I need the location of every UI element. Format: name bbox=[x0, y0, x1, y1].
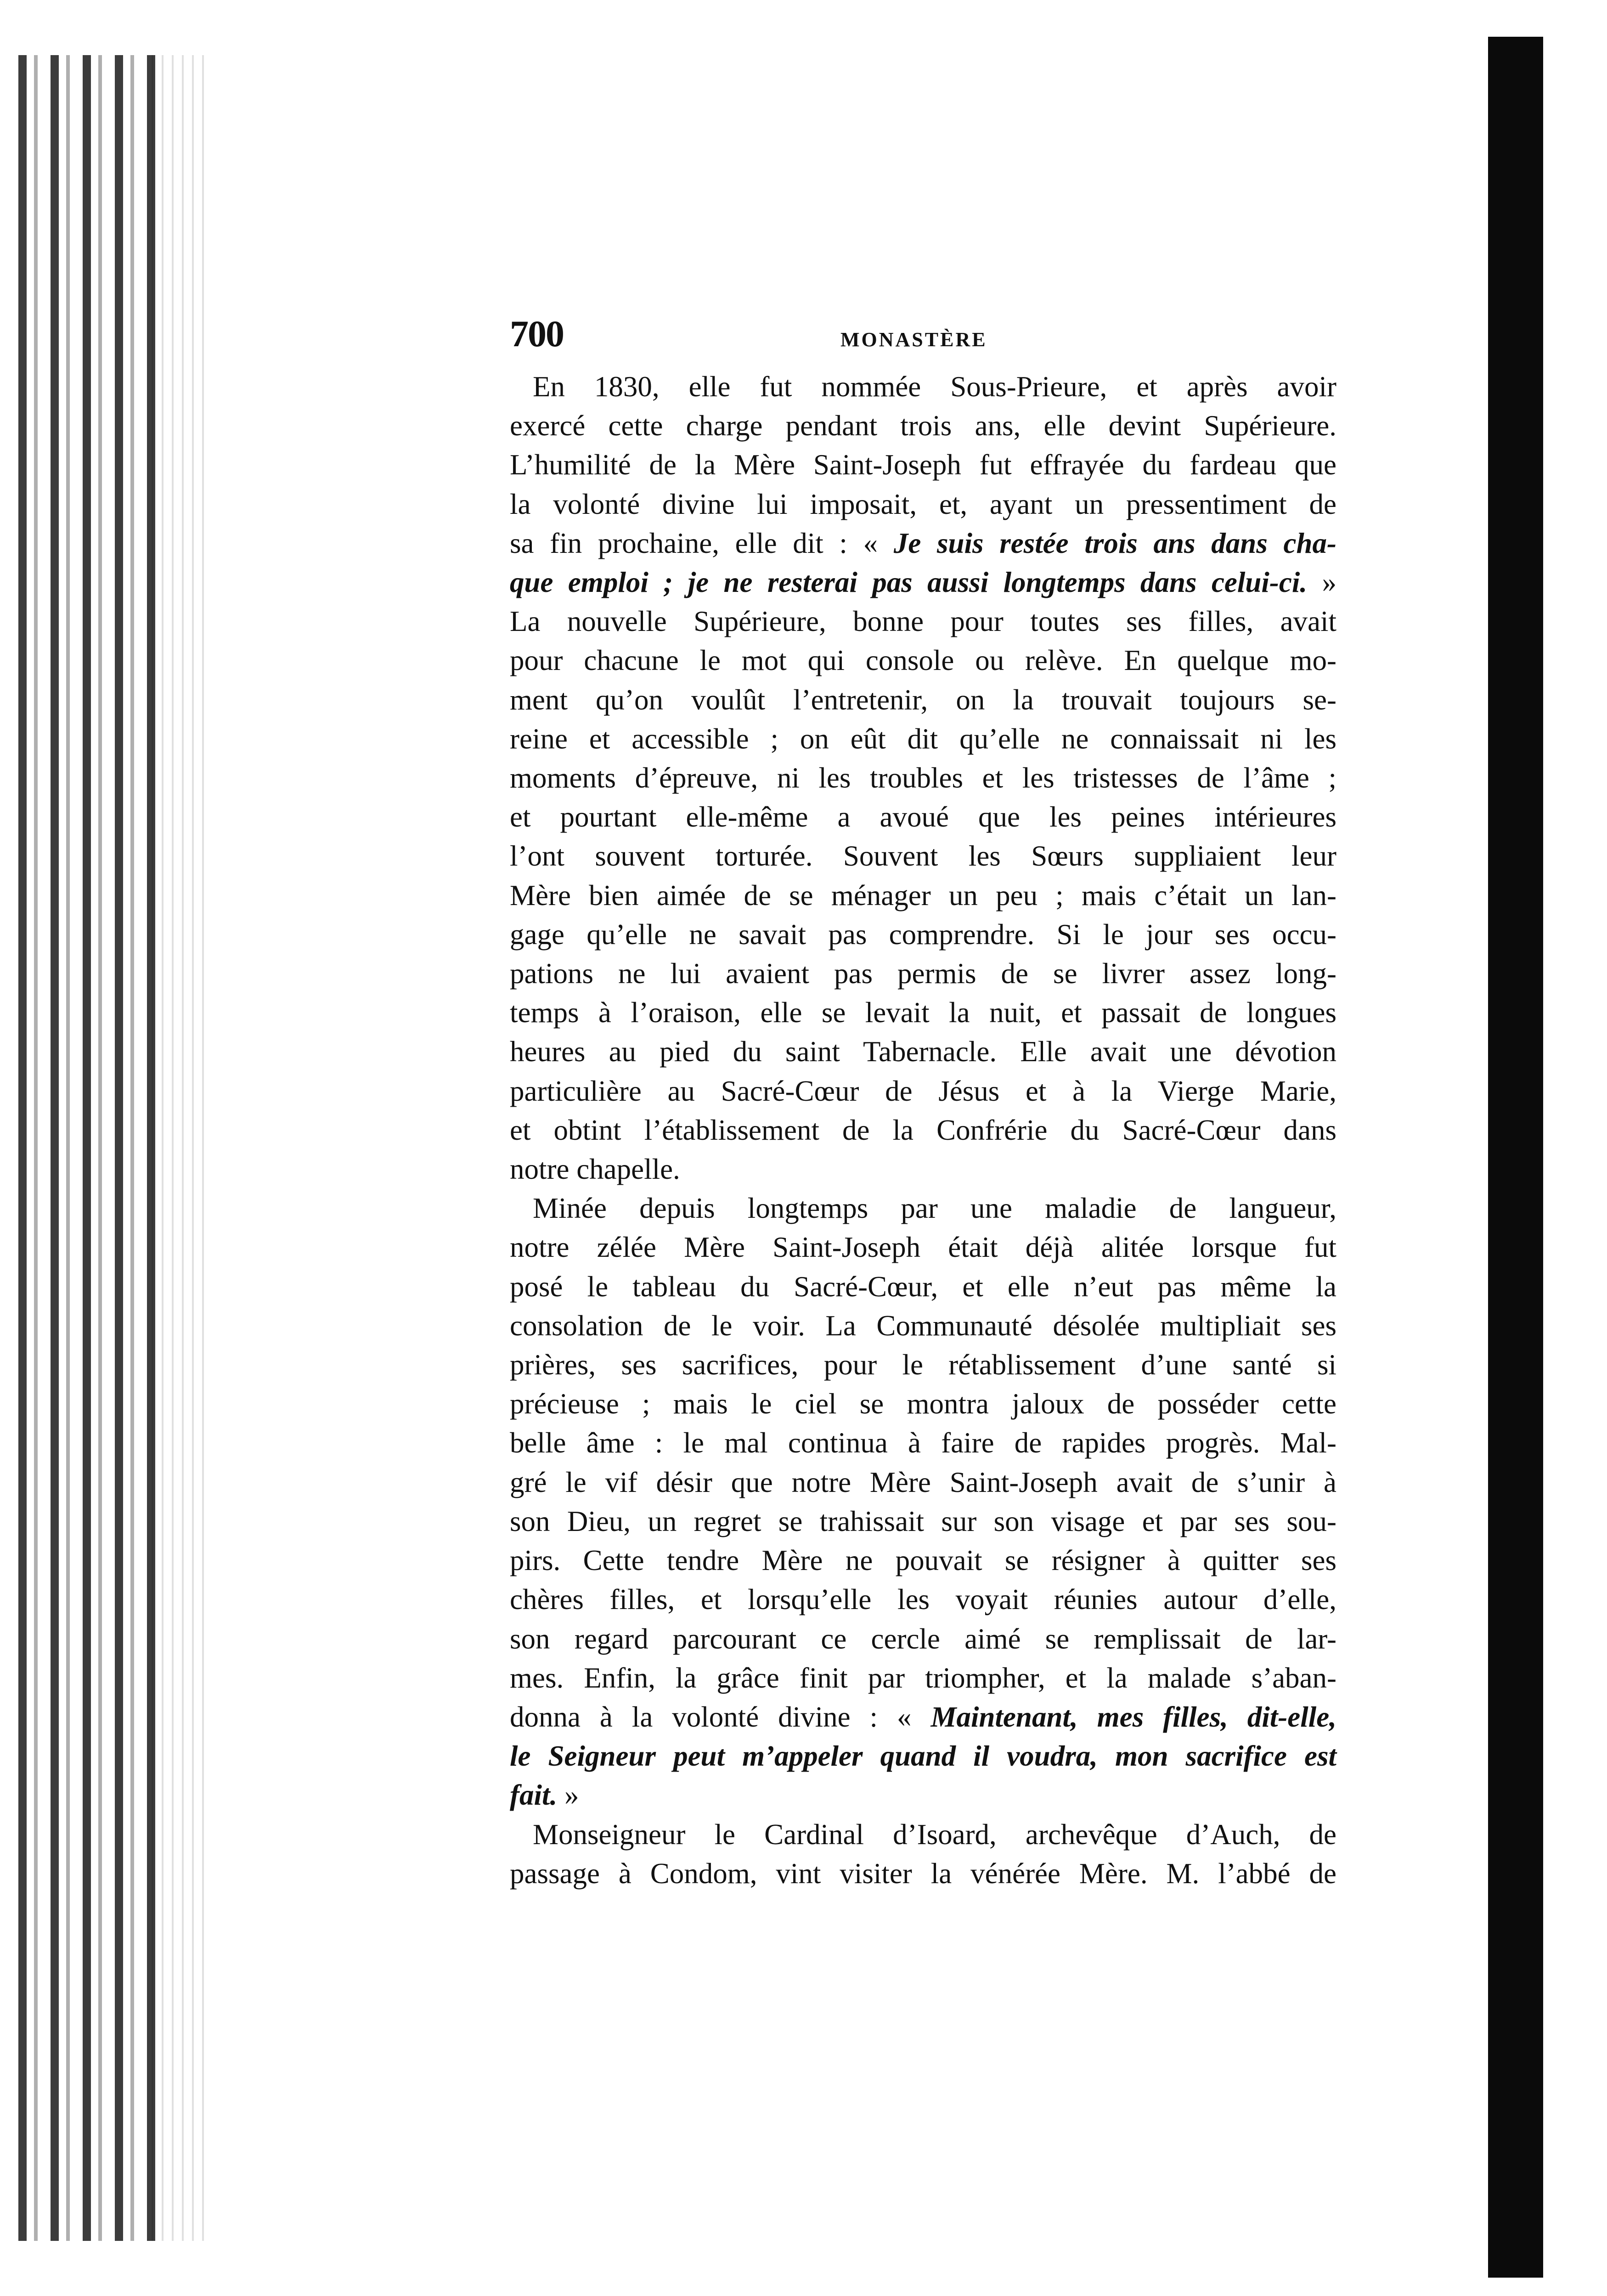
text-run: gage qu’elle ne savait pas comprendre. Si le jour ses occu- bbox=[510, 918, 1336, 951]
text-line bbox=[510, 681, 1336, 720]
text-line bbox=[510, 1267, 1336, 1306]
text-line bbox=[510, 837, 1336, 876]
text-run: » bbox=[1307, 566, 1336, 599]
italic-text: Je suis restée trois ans dans cha- bbox=[893, 527, 1337, 559]
text-line bbox=[510, 1032, 1336, 1071]
text-line bbox=[510, 1698, 1336, 1737]
text-run: l’ont souvent torturée. Souvent les Sœurs suppliaient leur bbox=[510, 840, 1336, 872]
text-line bbox=[510, 1620, 1336, 1659]
text-run: son regard parcourant ce cercle aimé se remplissait de lar- bbox=[510, 1622, 1336, 1655]
scan-binding-shadow bbox=[152, 55, 207, 2241]
text-line bbox=[510, 1111, 1336, 1150]
text-run: la volonté divine lui imposait, et, ayant un pressentiment de bbox=[510, 488, 1336, 520]
text-line bbox=[510, 524, 1336, 563]
text-run: Mère bien aimée de se ménager un peu ; mais c’était un lan- bbox=[510, 879, 1336, 912]
text-run: pour chacune le mot qui console ou relève. En quelque mo- bbox=[510, 644, 1336, 677]
text-run: belle âme : le mal continua à faire de rapides progrès. Mal- bbox=[510, 1427, 1336, 1459]
text-line bbox=[510, 798, 1336, 837]
text-line bbox=[510, 1072, 1336, 1111]
text-run: passage à Condom, vint visiter la vénérée Mère. M. l’abbé de bbox=[510, 1857, 1336, 1890]
text-line bbox=[510, 1580, 1336, 1619]
text-run: L’humilité de la Mère Saint-Joseph fut effrayée du fardeau que bbox=[510, 449, 1336, 481]
body-text bbox=[510, 367, 1336, 1893]
page-number: 700 bbox=[510, 313, 564, 355]
text-run: Minée depuis longtemps par une maladie de langueur, bbox=[533, 1192, 1336, 1225]
text-run: notre chapelle. bbox=[510, 1153, 680, 1186]
text-run: et pourtant elle-même a avoué que les peines intérieures bbox=[510, 801, 1336, 833]
text-line bbox=[510, 915, 1336, 954]
text-run: notre zélée Mère Saint-Joseph était déjà alitée lorsque fut bbox=[510, 1231, 1336, 1264]
text-line bbox=[510, 641, 1336, 680]
text-line bbox=[510, 485, 1336, 524]
text-line bbox=[510, 759, 1336, 798]
text-run: particulière au Sacré-Cœur de Jésus et à la Vierge Marie, bbox=[510, 1075, 1336, 1107]
scan-binding-edge bbox=[18, 55, 156, 2241]
text-line bbox=[510, 1306, 1336, 1345]
text-line bbox=[510, 993, 1336, 1032]
text-line bbox=[510, 1541, 1336, 1580]
text-line bbox=[510, 563, 1336, 602]
text-line bbox=[510, 1150, 1336, 1189]
text-run: précieuse ; mais le ciel se montra jaloux de posséder cette bbox=[510, 1388, 1336, 1420]
paragraph bbox=[510, 1189, 1336, 1815]
text-run: pations ne lui avaient pas permis de se livrer assez long- bbox=[510, 957, 1336, 990]
text-line bbox=[510, 1737, 1336, 1776]
paragraph bbox=[510, 1815, 1336, 1893]
text-run: ment qu’on voulût l’entretenir, on la trouvait toujours se- bbox=[510, 683, 1336, 716]
text-line bbox=[510, 1776, 1336, 1815]
paragraph bbox=[510, 367, 1336, 1189]
text-run: En 1830, elle fut nommée Sous-Prieure, et après avoir bbox=[533, 371, 1336, 403]
italic-text: le Seigneur peut m’appeler quand il voudra, mon sacrifice est bbox=[510, 1740, 1336, 1773]
text-line bbox=[510, 954, 1336, 993]
text-line bbox=[510, 1815, 1336, 1854]
text-run: La nouvelle Supérieure, bonne pour toutes ses filles, avait bbox=[510, 605, 1336, 638]
running-title: MONASTÈRE bbox=[840, 328, 987, 351]
text-line bbox=[510, 1189, 1336, 1228]
book-page bbox=[510, 312, 1336, 2103]
text-line bbox=[510, 1854, 1336, 1893]
text-run: Monseigneur le Cardinal d’Isoard, archevêque d’Auch, de bbox=[533, 1818, 1336, 1851]
text-line bbox=[510, 1463, 1336, 1502]
text-run: moments d’épreuve, ni les troubles et les tristesses de l’âme ; bbox=[510, 762, 1336, 794]
text-line bbox=[510, 367, 1336, 406]
text-run: son Dieu, un regret se trahissait sur son visage et par ses sou- bbox=[510, 1505, 1336, 1537]
text-line bbox=[510, 602, 1336, 641]
italic-text: que emploi ; je ne resterai pas aussi longtemps dans celui-ci. bbox=[510, 566, 1308, 599]
text-run: gré le vif désir que notre Mère Saint-Joseph avait de s’unir à bbox=[510, 1466, 1336, 1498]
text-line bbox=[510, 720, 1336, 759]
text-line bbox=[510, 406, 1336, 445]
text-run: sa fin prochaine, elle dit : « bbox=[510, 527, 894, 559]
text-run: heures au pied du saint Tabernacle. Elle avait une dévotion bbox=[510, 1035, 1336, 1068]
text-run: » bbox=[557, 1779, 579, 1812]
scan-right-border bbox=[1488, 37, 1543, 2278]
text-run: et obtint l’établissement de la Confrérie du Sacré-Cœur dans bbox=[510, 1114, 1336, 1146]
text-line bbox=[510, 1228, 1336, 1267]
italic-text: fait. bbox=[510, 1779, 558, 1812]
text-line bbox=[510, 445, 1336, 484]
text-line bbox=[510, 1384, 1336, 1424]
text-run: exercé cette charge pendant trois ans, elle devint Supérieure. bbox=[510, 410, 1336, 442]
running-head bbox=[510, 312, 1336, 367]
text-run: donna à la volonté divine : « bbox=[510, 1700, 931, 1733]
text-run: pirs. Cette tendre Mère ne pouvait se résigner à quitter ses bbox=[510, 1544, 1336, 1577]
text-run: mes. Enfin, la grâce finit par triompher, et la malade s’aban- bbox=[510, 1661, 1336, 1694]
text-line bbox=[510, 1345, 1336, 1384]
text-run: chères filles, et lorsqu’elle les voyait réunies autour d’elle, bbox=[510, 1583, 1336, 1616]
text-run: prières, ses sacrifices, pour le rétablissement d’une santé si bbox=[510, 1349, 1336, 1381]
text-run: consolation de le voir. La Communauté désolée multipliait ses bbox=[510, 1309, 1336, 1342]
italic-text: Maintenant, mes filles, dit-elle, bbox=[930, 1700, 1336, 1733]
text-line bbox=[510, 876, 1336, 915]
text-run: posé le tableau du Sacré-Cœur, et elle n’eut pas même la bbox=[510, 1270, 1336, 1303]
text-line bbox=[510, 1659, 1336, 1698]
text-run: temps à l’oraison, elle se levait la nuit, et passait de longues bbox=[510, 996, 1336, 1029]
text-run: reine et accessible ; on eût dit qu’elle ne connaissait ni les bbox=[510, 722, 1336, 755]
text-line bbox=[510, 1424, 1336, 1463]
text-line bbox=[510, 1502, 1336, 1541]
